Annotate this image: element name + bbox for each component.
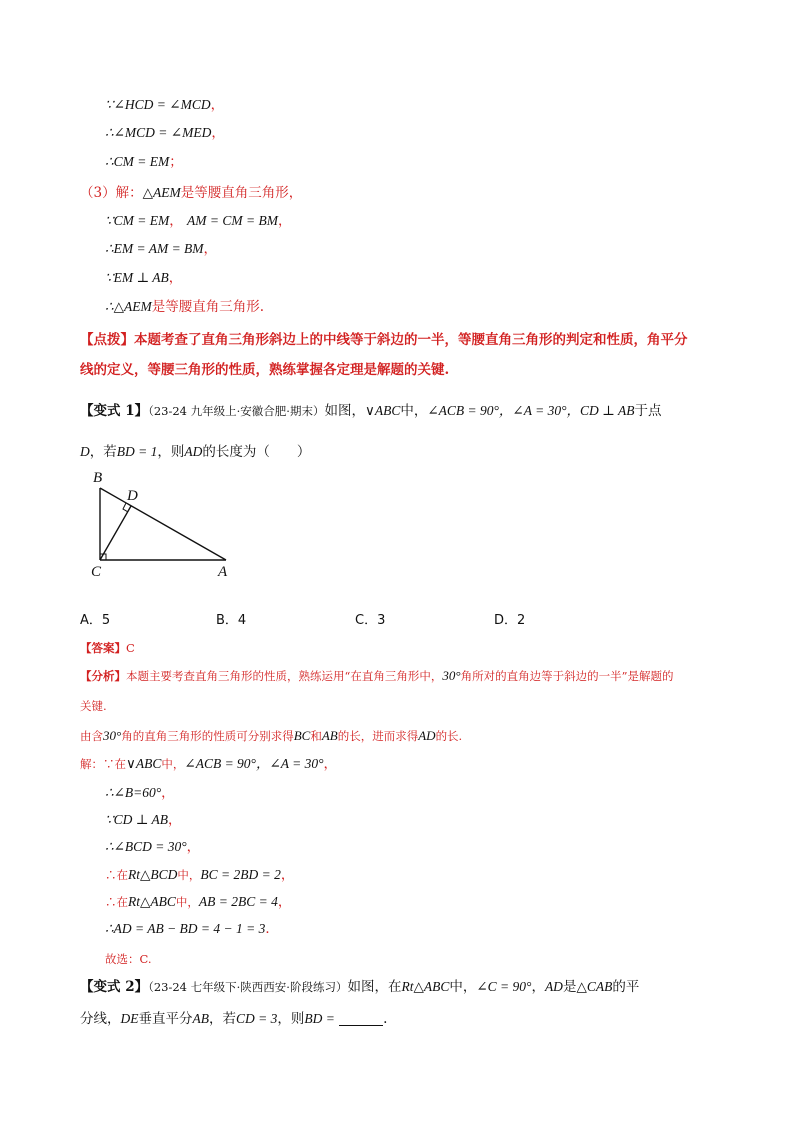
math-expression: ∨ABC: [126, 756, 162, 771]
math-expression: ∴∠B=60°: [105, 785, 162, 800]
option-a[interactable]: A．5: [80, 613, 111, 628]
question-text: 的长度为（ ）: [202, 444, 311, 460]
math-expression: ∵CD ⊥ AB: [105, 812, 169, 827]
part3-line-1: [105, 212, 291, 230]
solution-line-5: [105, 866, 294, 884]
solution-text: 解：∵在: [80, 757, 126, 771]
part3-line-4: [105, 298, 264, 316]
math-expression: CD = 3: [236, 1011, 278, 1026]
math-expression: ∴AD = AB − BD = 4 − 1 = 3: [105, 921, 266, 936]
variant2-label: 【变式 2】: [80, 979, 149, 995]
question-text: ，: [531, 979, 545, 995]
analysis-text: 关键.: [80, 699, 107, 713]
analysis-line-2: [80, 697, 107, 715]
solution-text: 中，: [175, 895, 199, 909]
question-text: 分线，: [80, 1011, 121, 1027]
label-a: A: [218, 564, 228, 580]
math-expression: Rt△BCD: [128, 867, 178, 882]
variant1-question-line-1: [80, 402, 661, 420]
label-b: B: [93, 470, 103, 486]
math-expression: AD: [544, 979, 563, 994]
part3-line-2: [105, 240, 217, 258]
question-text: 垂直平分: [138, 1011, 193, 1027]
question-text: 的平: [612, 979, 640, 995]
part3-heading-text: 是等腰直角三角形，: [180, 185, 303, 201]
variant2-source: （23-24 七年级下·陕西西安·阶段练习）: [148, 980, 348, 994]
question-text: ，则: [157, 444, 185, 460]
answer-blank[interactable]: [339, 1011, 383, 1026]
option-b[interactable]: B．4: [216, 613, 247, 628]
punctuation: ．: [265, 921, 279, 937]
solution-line-3: [105, 811, 182, 829]
proof-line-2: [105, 124, 225, 142]
math-expression: ∵∠HCD = ∠MCD: [105, 97, 211, 112]
math-expression: ∵CM = EM: [105, 213, 170, 228]
math-expression: ∴CM = EM: [105, 154, 170, 169]
answer-label: 【答案】: [80, 641, 126, 655]
solution-line-4: [105, 838, 200, 856]
variant1-label: 【变式 1】: [80, 403, 149, 419]
variant1-question-line-2: [80, 443, 310, 461]
math-expression: ∴∠BCD = 30°: [105, 839, 187, 854]
math-expression: BC = 2BD = 2: [200, 867, 281, 882]
math-expression: △CAB: [576, 979, 613, 994]
math-expression: ∠ACB = 90°，∠A = 30°，CD ⊥ AB: [427, 403, 635, 418]
side-ab: [100, 488, 226, 560]
math-expression: D: [80, 444, 90, 459]
proof-line-1: [105, 96, 224, 114]
tip-text: 本题考查了直角三角形斜边上的中线等于斜边的一半，等腰直角三角形的判定和性质，角平分: [134, 332, 688, 348]
analysis-text: 和: [310, 729, 322, 743]
tip-line-2: [80, 361, 449, 379]
math-expression: △AEM: [142, 185, 181, 200]
analysis-line-1: [80, 667, 673, 685]
math-expression: ∠C = 90°: [476, 979, 532, 994]
math-expression: ∵EM ⊥ AB: [105, 270, 169, 285]
variant1-source: （23-24 九年级上·安徽合肥·期末）: [148, 404, 325, 418]
punctuation: ，: [280, 867, 295, 883]
question-text: 如图，在: [347, 979, 402, 995]
math-expression: ∴EM = AM = BM: [105, 241, 204, 256]
tip-line-1: [80, 331, 688, 349]
question-text: 中，: [449, 979, 477, 995]
part3-line-3: [105, 269, 182, 287]
label-d: D: [127, 488, 138, 504]
math-expression: ∠ACB = 90°，∠A = 30°: [184, 756, 324, 771]
tip-label: 【点拨】: [80, 332, 134, 348]
math-expression: DE: [120, 1011, 139, 1026]
punctuation: ；: [169, 154, 183, 170]
math-expression: AD: [184, 444, 203, 459]
analysis-text: 的长.: [435, 729, 463, 743]
answer-line: [80, 639, 135, 657]
segment-cd: [100, 506, 131, 560]
solution-line-8: [105, 950, 152, 968]
option-c[interactable]: C．3: [355, 613, 386, 628]
label-c: C: [91, 564, 102, 580]
punctuation: ，: [168, 270, 183, 286]
question-text: 于点: [634, 403, 662, 419]
math-expression: BD = 1: [116, 444, 158, 459]
conclusion-text: 是等腰直角三角形.: [151, 299, 265, 315]
solution-line-2: [105, 784, 175, 802]
solution-line-6: [105, 893, 291, 911]
tip-text: 线的定义，等腰三角形的性质，熟练掌握各定理是解题的关键.: [80, 362, 450, 378]
answer-value: C: [126, 641, 135, 655]
variant2-question-line-2: [80, 1010, 387, 1028]
punctuation: ，: [323, 756, 338, 772]
variant2-question-line-1: [80, 978, 639, 996]
math-expression: Rt△ABC: [128, 894, 176, 909]
math-expression: 30°: [442, 668, 461, 683]
solution-conclusion: 故选：C.: [105, 952, 152, 966]
question-text: ，若: [89, 444, 117, 460]
math-expression: ∴△AEM: [105, 299, 152, 314]
solution-line-7: [105, 920, 279, 938]
part3-heading: [80, 184, 302, 202]
solution-text: 中，: [161, 757, 185, 771]
triangle-figure: [80, 468, 250, 588]
solution-text: 中，: [177, 868, 201, 882]
math-expression: Rt△ABC: [401, 979, 450, 994]
proof-line-3: [105, 153, 183, 171]
option-d[interactable]: D．2: [494, 613, 526, 628]
punctuation: ，: [277, 894, 292, 910]
analysis-text: 角所对的直角边等于斜边的一半”是解题的: [460, 669, 674, 683]
analysis-text: 的长，进而求得: [337, 729, 419, 743]
solution-line-1: [80, 755, 337, 773]
question-text: 中，: [400, 403, 428, 419]
question-text: 如图，: [324, 403, 365, 419]
math-expression: BD =: [304, 1011, 335, 1026]
punctuation: ，: [169, 213, 183, 229]
part3-label: （3）解：: [80, 185, 143, 201]
punctuation: ，: [161, 785, 175, 801]
analysis-label: 【分析】: [80, 669, 126, 683]
math-expression: 30°: [103, 728, 122, 743]
punctuation: ，: [211, 125, 225, 141]
math-expression: BC: [293, 728, 311, 743]
analysis-text: 本题主要考查直角三角形的性质，熟练运用“在直角三角形中，: [126, 669, 443, 683]
math-expression: AB: [192, 1011, 209, 1026]
punctuation: ，: [210, 97, 225, 113]
solution-text: ∴在: [105, 868, 128, 882]
math-expression: ∨ABC: [364, 403, 401, 418]
punctuation: ，: [277, 213, 292, 229]
question-text: .: [383, 1011, 388, 1027]
math-expression: ∴∠MCD = ∠MED: [105, 125, 212, 140]
analysis-line-3: [80, 727, 462, 745]
analysis-text: 角的直角三角形的性质可分别求得: [121, 729, 294, 743]
analysis-text: 由含: [80, 729, 103, 743]
question-text: 是: [562, 979, 577, 995]
punctuation: ，: [203, 241, 218, 257]
math-expression: AB = 2BC = 4: [198, 894, 278, 909]
punctuation: ，: [186, 839, 201, 855]
math-expression: AM = CM = BM: [187, 213, 278, 228]
solution-text: ∴在: [105, 895, 128, 909]
question-text: ，则: [277, 1011, 305, 1027]
math-expression: AD: [418, 728, 436, 743]
question-text: ，若: [209, 1011, 236, 1027]
punctuation: ，: [168, 812, 182, 828]
math-expression: AB: [321, 728, 338, 743]
